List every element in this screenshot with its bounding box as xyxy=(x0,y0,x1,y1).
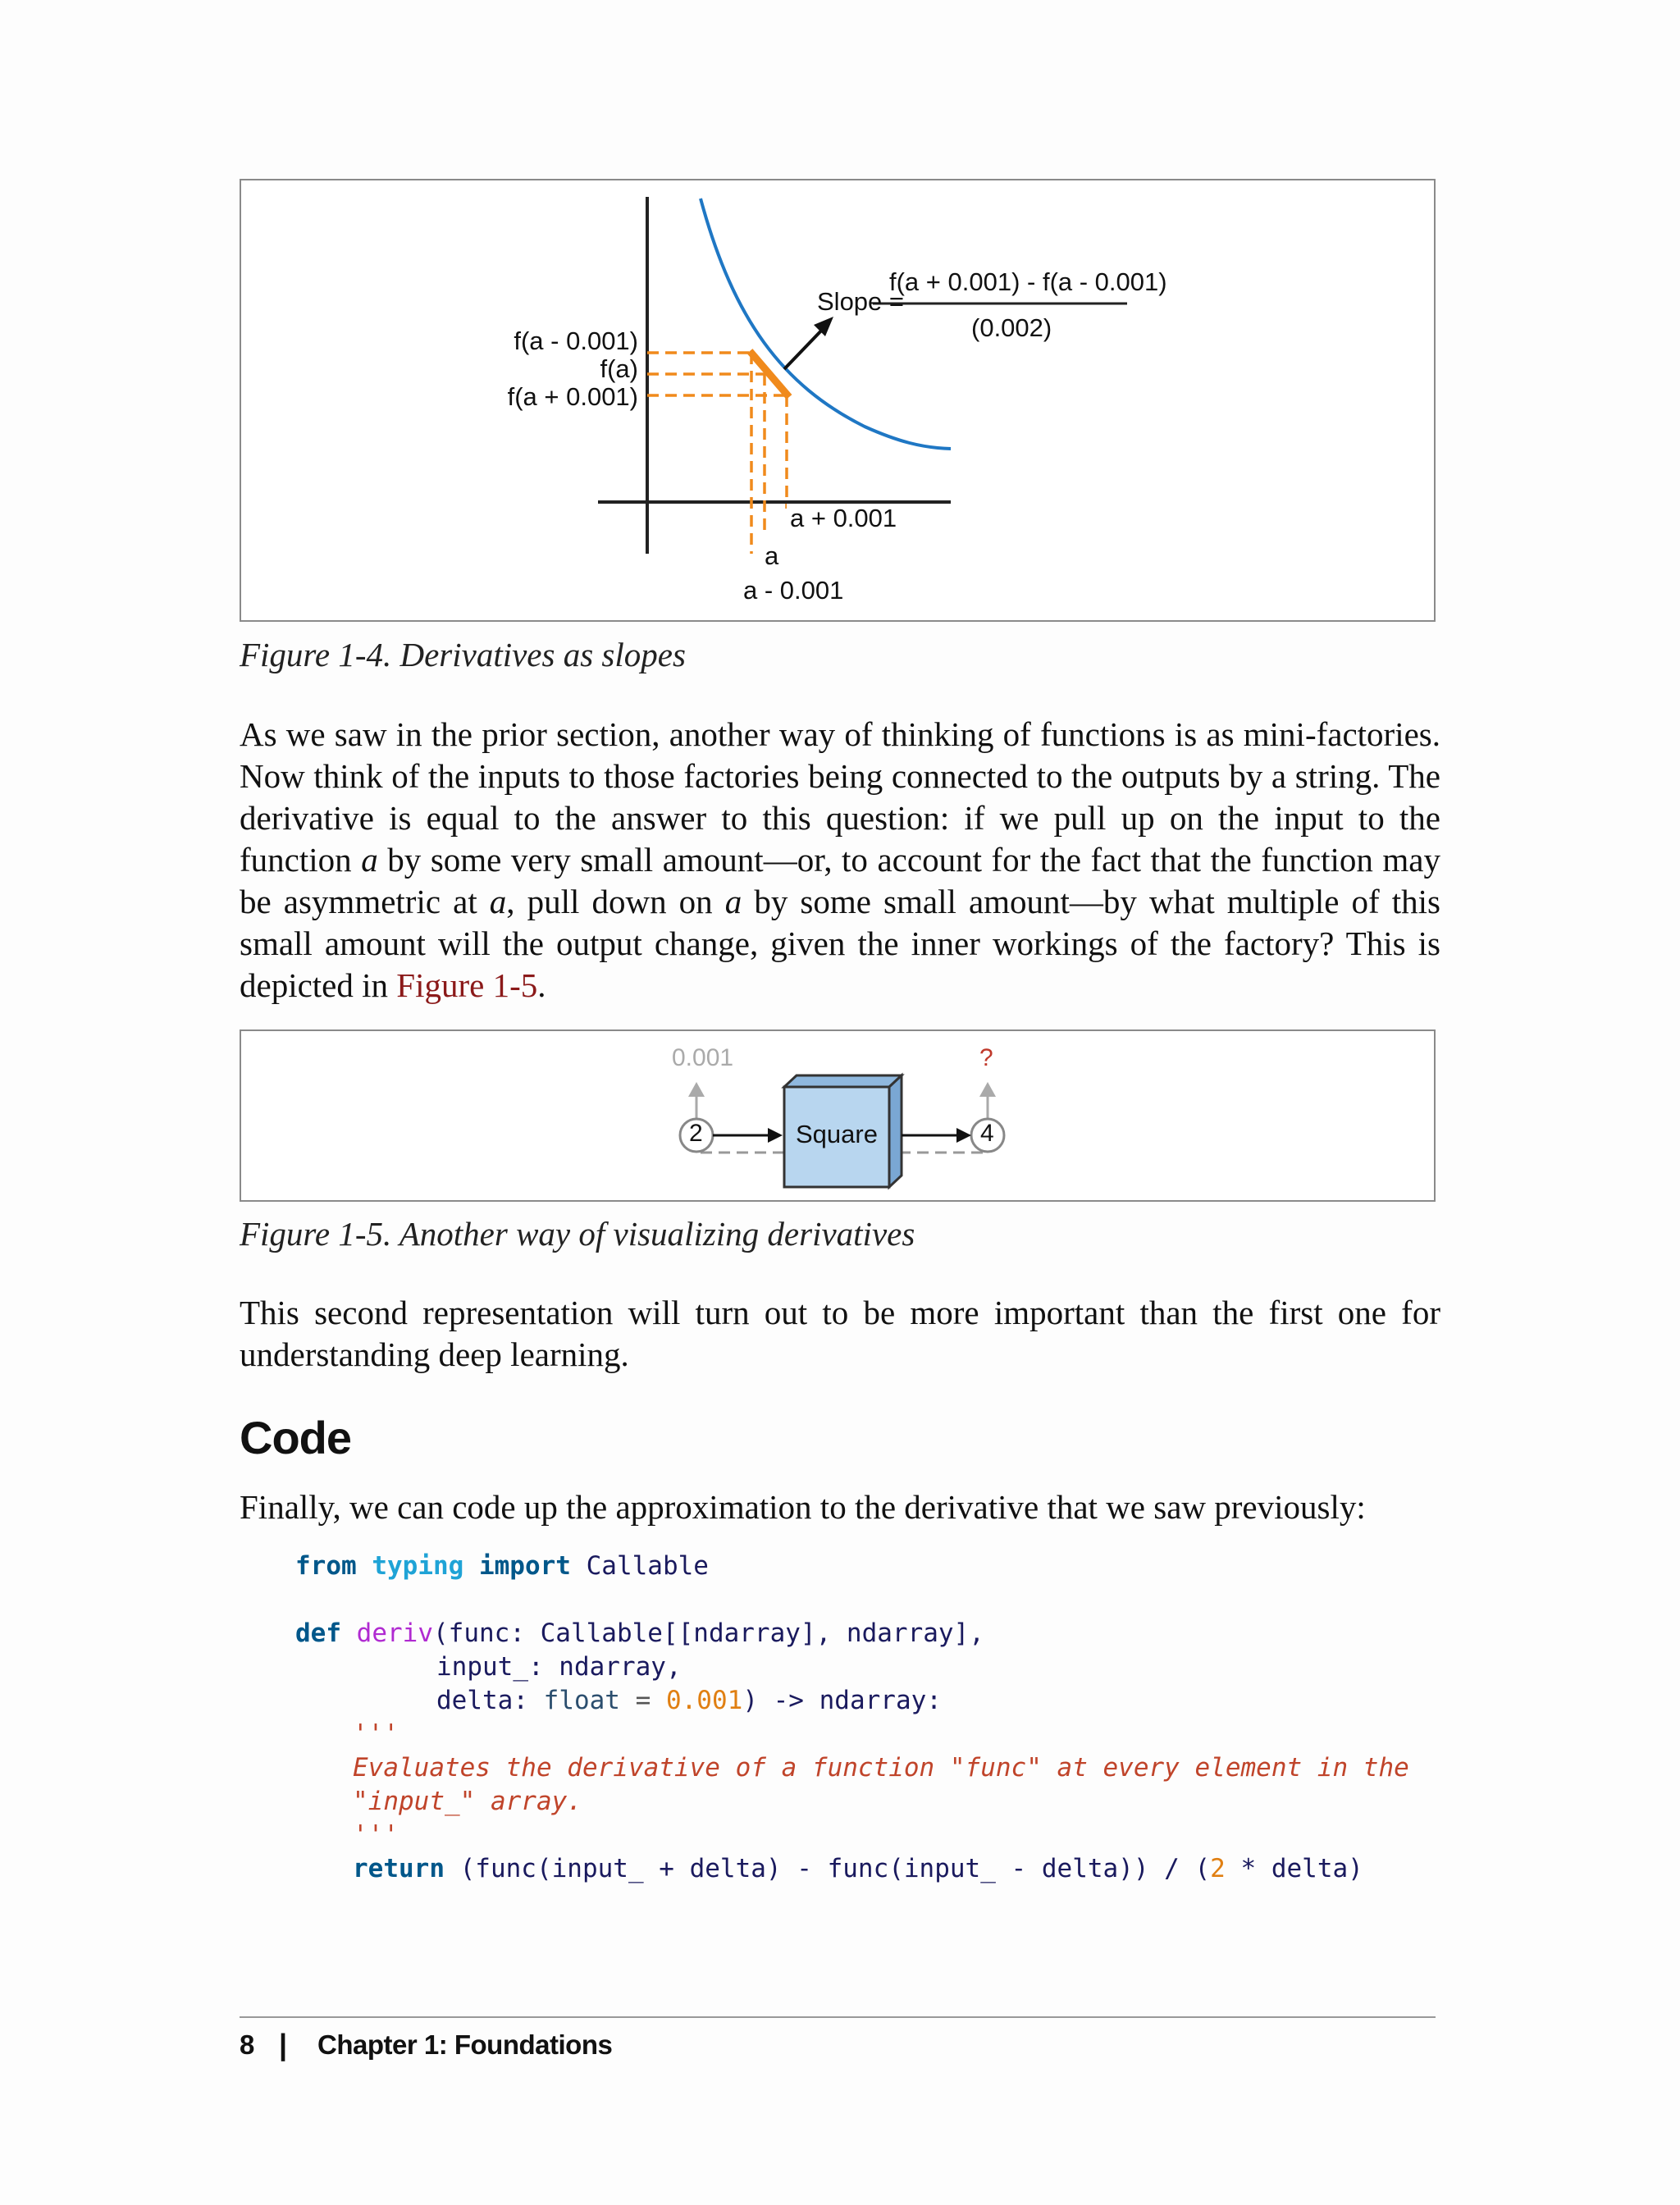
math-var: a xyxy=(724,883,742,920)
input-arrowhead xyxy=(768,1128,783,1143)
code-text: (func: Callable[[ndarray], ndarray], xyxy=(433,1618,984,1648)
label-f-a-plus: f(a + 0.001) xyxy=(507,382,638,411)
slope-arrow xyxy=(784,326,825,369)
code-operator: = xyxy=(619,1686,666,1715)
slope-numerator: f(a + 0.001) - f(a - 0.001) xyxy=(889,267,1167,296)
code-text: * delta) xyxy=(1225,1854,1363,1883)
square-factory-diagram xyxy=(241,1031,1434,1200)
output-arrowhead xyxy=(956,1128,971,1143)
footer-rule xyxy=(240,2016,1436,2018)
code-text: input_: ndarray, xyxy=(436,1652,682,1682)
code-text: delta: xyxy=(436,1686,544,1715)
code-function-name: deriv xyxy=(356,1618,433,1648)
derivative-slope-diagram xyxy=(241,180,1434,620)
code-keyword: return xyxy=(353,1854,445,1883)
code-number: 0.001 xyxy=(665,1686,743,1715)
code-line-9 xyxy=(295,1852,1409,1886)
box-side xyxy=(889,1075,902,1187)
code-block xyxy=(295,1550,1409,1886)
paragraph-text: by some very small amount—or, to account for the fact that the function may be asymmetric at xyxy=(240,841,1441,920)
code-line-6 xyxy=(295,1751,1409,1785)
code-line-7 xyxy=(295,1785,1409,1819)
label-f-a: f(a) xyxy=(600,354,638,383)
code-line-2 xyxy=(295,1617,1409,1650)
math-var: a xyxy=(489,883,507,920)
code-text: (func(input_ + delta) - func(input_ - delta)) / ( xyxy=(444,1854,1211,1883)
code-blank-line xyxy=(295,1583,1409,1617)
figure-1-4-frame xyxy=(240,179,1436,622)
box-top xyxy=(784,1075,902,1087)
code-keyword: def xyxy=(295,1618,341,1648)
label-a-plus: a + 0.001 xyxy=(787,504,900,533)
output-value: 4 xyxy=(980,1120,994,1147)
body-paragraph-1 xyxy=(240,714,1440,1007)
label-a: a xyxy=(765,541,779,570)
paragraph-text: by some small amount—by what multiple of this small amount will the output change, given the inner workings of the factory? This is depicted in xyxy=(240,883,1440,1004)
section-heading: Code xyxy=(240,1412,351,1463)
figure-1-5-caption: Figure 1-5. Another way of visualizing derivatives xyxy=(240,1215,915,1253)
footer-chapter: Chapter 1: Foundations xyxy=(317,2029,613,2060)
figure-1-4-caption: Figure 1-4. Derivatives as slopes xyxy=(240,636,686,673)
code-line-8 xyxy=(295,1819,1409,1852)
output-up-arrowhead xyxy=(979,1082,996,1097)
input-up-arrowhead xyxy=(688,1082,705,1097)
slope-denominator: (0.002) xyxy=(971,313,1052,342)
code-docstring: Evaluates the derivative of a function "func" at every element in the xyxy=(353,1753,1409,1783)
code-line-1 xyxy=(295,1550,1409,1583)
figure-1-5-link[interactable]: Figure 1-5 xyxy=(396,966,538,1004)
label-f-a-minus: f(a - 0.001) xyxy=(514,326,638,355)
code-docstring: "input_" array. xyxy=(353,1787,582,1816)
code-keyword: from xyxy=(295,1551,357,1581)
input-value: 2 xyxy=(689,1120,703,1147)
code-module: typing xyxy=(372,1551,464,1581)
code-text: ) -> ndarray: xyxy=(742,1686,942,1715)
body-paragraph-3: Finally, we can code up the approximation to the derivative that we saw previously: xyxy=(240,1488,1366,1526)
question-label: ? xyxy=(979,1044,993,1071)
box-label: Square xyxy=(796,1120,878,1148)
paragraph-text: , pull down on xyxy=(506,883,725,920)
code-docstring: ''' xyxy=(353,1820,399,1850)
math-var: a xyxy=(361,841,378,879)
footer-separator: | xyxy=(279,2028,288,2061)
slope-label: Slope = xyxy=(817,287,905,316)
code-keyword: import xyxy=(478,1551,571,1581)
paragraph-text: As we saw in the prior section, another way of thinking of functions is as mini-factories. Now think of the inputs to those factories being connected to the outputs by a string. The derivative is equal to the answer to this question: if we pull up on the input to the function xyxy=(240,715,1440,879)
label-a-minus: a - 0.001 xyxy=(743,576,844,605)
code-docstring: ''' xyxy=(353,1719,399,1749)
body-paragraph-2: This second representation will turn out to be more important than the first one for understanding deep learning. xyxy=(240,1294,1440,1373)
code-line-5 xyxy=(295,1718,1409,1751)
code-number: 2 xyxy=(1210,1854,1226,1883)
code-type: float xyxy=(543,1686,620,1715)
code-text: Callable xyxy=(586,1551,709,1581)
figure-1-5-frame xyxy=(240,1029,1436,1202)
code-line-4 xyxy=(295,1684,1409,1718)
code-line-3 xyxy=(295,1650,1409,1684)
delta-label: 0.001 xyxy=(672,1044,734,1071)
paragraph-text: . xyxy=(537,966,546,1004)
footer-page-number: 8 xyxy=(240,2029,255,2060)
